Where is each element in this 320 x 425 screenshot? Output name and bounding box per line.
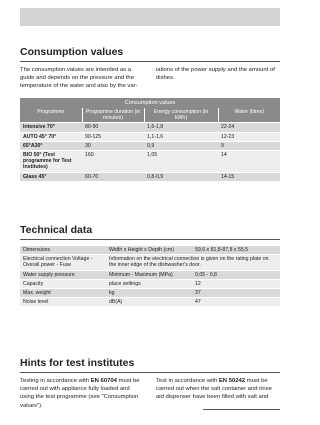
hints-rule — [20, 372, 280, 373]
table-row — [20, 246, 280, 255]
hints-text-col1-start: Testing in accordance with — [20, 378, 91, 384]
label-cell: Electrical connection Voltage - Overall power - Fuse — [20, 255, 106, 270]
energy-cell: 1,1-1,6 — [144, 132, 218, 141]
energy-cell: 1,05 — [144, 151, 218, 173]
label-cell: Max. weight — [20, 289, 106, 298]
hints-text-col1 — [20, 377, 144, 410]
label-cell: Water supply pressure — [20, 270, 106, 279]
standard-en60704: EN 60704 — [90, 378, 117, 384]
value-cell: 37 — [192, 289, 280, 298]
column-header: Energy consumption (in kWh) — [144, 108, 218, 123]
hints-text-col2-end: must be carried out when the salt container and rinse aid dispenser have been filled with salt and — [156, 378, 272, 401]
label-cell: Capacity — [20, 279, 106, 288]
value-cell: 12 — [192, 279, 280, 288]
duration-cell: 30 — [82, 141, 144, 150]
technical-heading: Technical data — [20, 224, 93, 236]
table-row — [20, 289, 280, 298]
column-header: Programme duration (in minutes) — [82, 108, 144, 123]
consumption-table — [20, 98, 280, 182]
label-cell: Dimensions — [20, 246, 106, 255]
value-cell: 47 — [192, 298, 280, 307]
hints-text-col2-start: Test in accordance with — [156, 378, 219, 384]
consumption-table-caption: Consumption values — [20, 98, 280, 108]
table-row — [20, 279, 280, 288]
column-header: Programme — [20, 108, 82, 123]
table-row — [20, 255, 280, 270]
table-row — [20, 151, 280, 173]
water-cell: 14 — [218, 151, 280, 173]
water-cell: 9 — [218, 141, 280, 150]
table-row — [20, 132, 280, 141]
table-row — [20, 123, 280, 132]
table-row — [20, 172, 280, 181]
unit-cell: Minimum - Maximum (MPa) — [106, 270, 192, 279]
top-banner — [20, 8, 280, 26]
hints-text-col2 — [156, 377, 280, 402]
unit-cell: Width x Height x Depth (cm) — [106, 246, 192, 255]
value-cell: 0,05 - 0,8 — [192, 270, 280, 279]
standard-en50242: EN 50242 — [218, 378, 246, 384]
footer-rule — [203, 409, 280, 410]
consumption-rule — [20, 61, 280, 62]
technical-rule — [20, 239, 280, 240]
hints-heading: Hints for test institutes — [20, 357, 135, 369]
unit-cell: kg — [106, 289, 192, 298]
water-cell: 22-24 — [218, 123, 280, 132]
programme-cell: 65°A30° — [20, 141, 82, 150]
consumption-text-col2: iations of the power supply and the amount of dishes. — [156, 67, 275, 82]
table-row — [20, 298, 280, 307]
energy-cell: 0,9 — [144, 141, 218, 150]
table-row — [20, 141, 280, 150]
duration-cell: 90-125 — [82, 132, 144, 141]
consumption-text-col1: The consumption values are intended as a guide and depends on the pressure and the temperature of the water and also by the var- — [20, 67, 138, 90]
column-header: Water (litres) — [218, 108, 280, 123]
energy-cell: 0,8-0,9 — [144, 172, 218, 181]
unit-cell: dB(A) — [106, 298, 192, 307]
water-cell: 12-23 — [218, 132, 280, 141]
label-cell: Noise level — [20, 298, 106, 307]
value-cell: 59,6 x 81,8-87,8 x 55,5 — [192, 246, 280, 255]
duration-cell: 60-70 — [82, 172, 144, 181]
programme-cell: AUTO 45° 70° — [20, 132, 82, 141]
technical-table — [20, 246, 280, 307]
duration-cell: 80-90 — [82, 123, 144, 132]
water-cell: 14-15 — [218, 172, 280, 181]
info-cell: Information on the electrical connection is given on the rating plate on the inner edge of the dishwasher's door. — [106, 255, 280, 270]
programme-cell: BIO 50° (Test programme for Test Institutes) — [20, 151, 82, 173]
programme-cell: Intensive 70° — [20, 123, 82, 132]
energy-cell: 1,6-1,8 — [144, 123, 218, 132]
hints-text-col1-end: must be carried out with appliance fully loaded and using the test programme (see "Consumption values"). — [20, 378, 140, 409]
table-row — [20, 270, 280, 279]
programme-cell: Glass 45° — [20, 172, 82, 181]
unit-cell: place settings — [106, 279, 192, 288]
duration-cell: 160 — [82, 151, 144, 173]
consumption-heading: Consumption values — [20, 46, 124, 58]
